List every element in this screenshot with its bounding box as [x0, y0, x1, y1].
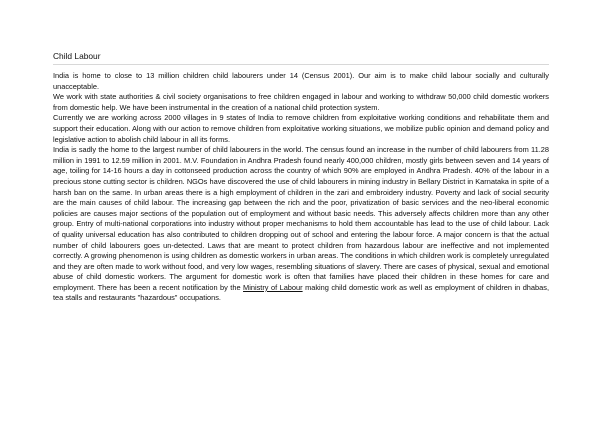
document-body — [53, 71, 549, 304]
document-title: Child Labour — [53, 51, 549, 65]
ministry-of-labour-link[interactable]: Ministry of Labour — [243, 282, 303, 292]
paragraph-intro: India is home to close to 13 million children child labourers under 14 (Census 2001). Our aim is to make child labour socially and culturally unacceptable. — [53, 71, 549, 91]
paragraph-statistics-text: India is sadly the home to the largest number of child labourers in the world. The census found an increase in the number of child labourers from 11.28 million in 1991 to 12.59 million in 2001. M.V. Foundation in Andhra Pradesh found nearly 400,000 children, mostly girls between seven and 14 years of age, toiling for 14-16 hours a day in cottonseed production across the country of which 90% are employed in Andhra Pradesh. 40% of the labour in a precious stone cutting sector is children. NGOs have discovered the use of child labourers in mining industry in Bellary District in Karnataka in spite of a harsh ban on the same. In urban areas there is a high employment of children in the zari and embroidery industry. Poverty and lack of social security are the main causes of child labour. The increasing gap between the rich and the poor, privatization of basic services and the neo-liberal economic policies are causes major sections of the population out of employment and without basic needs. This adversely affects children more than any other group. Entry of multi-national corporations into industry without proper mechanisms to hold them accountable has lead to the use of child labour. Lack of quality universal education has also contributed to children dropping out of school and entering the labour force. A major concern is that the actual number of child labourers goes un-detected. Laws that are meant to protect children from hazardous labour are ineffective and not implemented correctly. A growing phenomenon is using children as domestic workers in urban areas. The conditions in which children work is completely unregulated and they are often made to work without food, and very low wages, resembling situations of slavery. There are cases of physical, sexual and emotional abuse of child domestic workers. The argument for domestic work is often that families have placed their children in these homes for care and employment. There has been a recent notification by the — [53, 145, 549, 292]
paragraph-state-authorities: We work with state authorities & civil society organisations to free children engaged in labour and working to withdraw 50,000 child domestic workers from domestic help. We have been instrumental in the creation of a national child protection system. — [53, 92, 549, 112]
paragraph-villages: Currently we are working across 2000 villages in 9 states of India to remove children from exploitative working conditions and rehabilitate them and support their education. Along with our action to remove children from exploitative working situations, we mobilize public opinion and demand policy and legislative action to abolish child labour in all its forms. — [53, 113, 549, 144]
paragraph-statistics — [53, 145, 549, 304]
paragraph-closing-text: making child domestic work as well as employment of children in dhabas, tea stalls and restaurants "hazardous" occupations. — [53, 282, 549, 303]
